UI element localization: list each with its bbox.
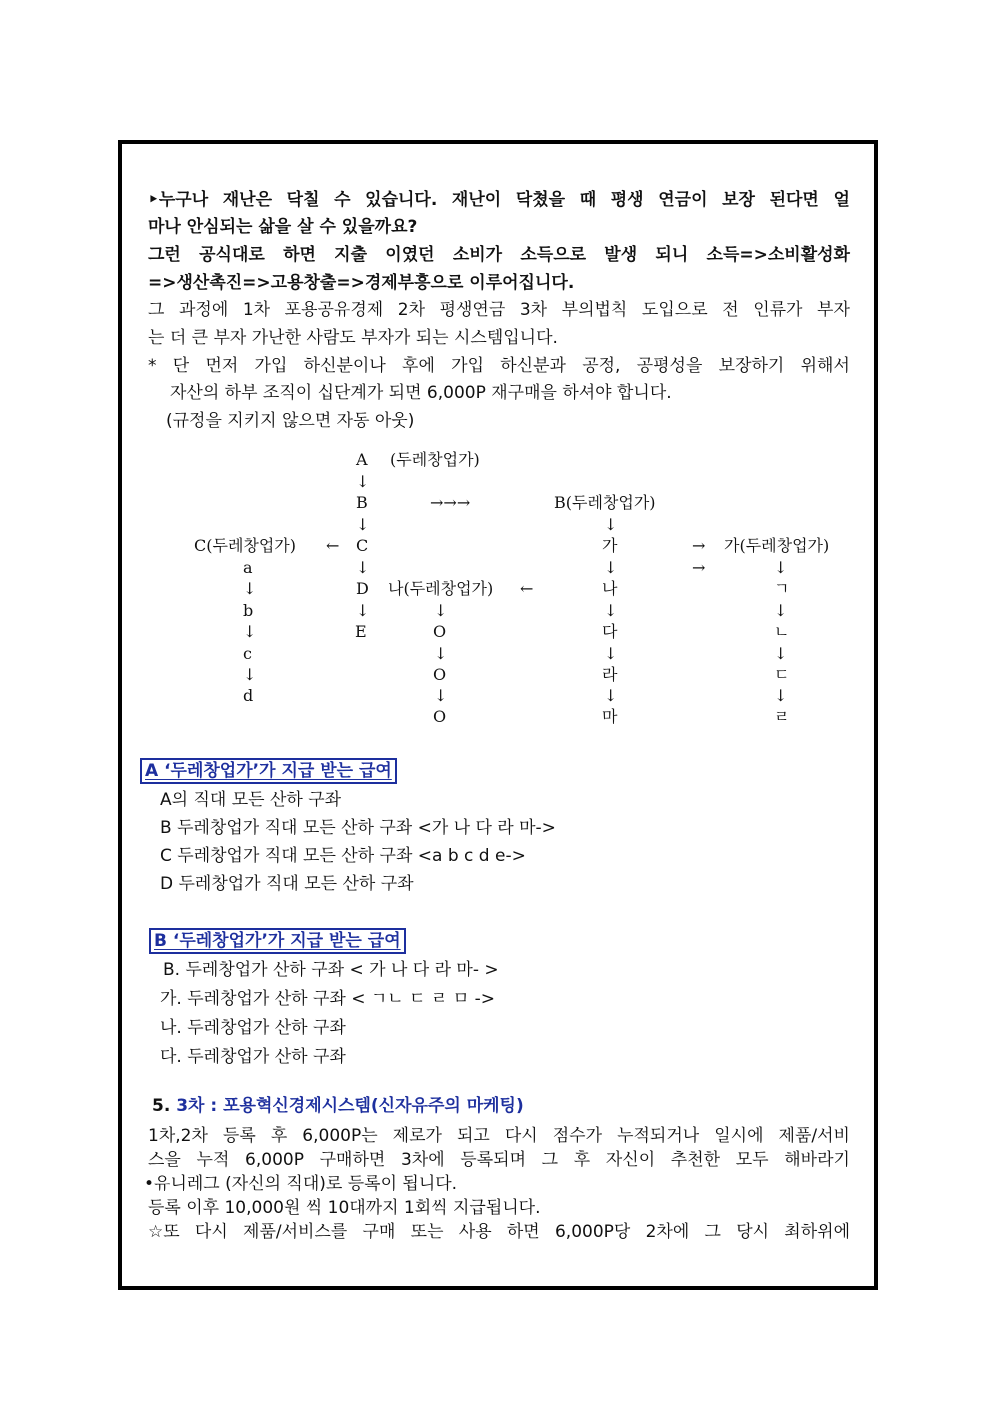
- word: 가입: [254, 356, 288, 376]
- node-lower-c: c: [243, 644, 252, 663]
- word: 하신분이나: [303, 356, 386, 376]
- word: 하신분과: [500, 356, 566, 376]
- word: 소비가: [452, 245, 503, 265]
- word: 제품/서비스를: [243, 1222, 348, 1242]
- word: 최하위에: [784, 1222, 850, 1242]
- para2-line2: 는 더 큰 부자 가난한 사람도 부자가 되는 시스템입니다.: [148, 328, 558, 348]
- down-arrow: ↓: [604, 644, 618, 663]
- word: 6,000P당: [554, 1222, 631, 1242]
- word: 평생연금: [439, 300, 506, 320]
- node-k3: ㄷ: [774, 665, 790, 684]
- word: 얼: [833, 190, 850, 210]
- word: 때: [579, 190, 597, 210]
- word: 제품/서비: [778, 1126, 850, 1146]
- section-b-item: B. 두레창업가 산하 구좌 < 가 나 다 라 마- >: [163, 960, 499, 980]
- down-arrow: ↓: [356, 472, 370, 491]
- node-c-title: C(두레창업가): [194, 536, 297, 555]
- para2-line1: [148, 298, 850, 322]
- word: 공정,: [582, 356, 621, 376]
- down-arrow: ↓: [434, 601, 448, 620]
- word: 그런: [148, 245, 181, 265]
- node-da: 다: [602, 622, 618, 641]
- node-a: A: [356, 450, 368, 469]
- node-b: B: [356, 493, 368, 512]
- section-b-header: B ‘두레창업가’가 지급 받는 급여: [149, 928, 406, 954]
- word: 위해서: [800, 356, 850, 376]
- word: 등록: [222, 1126, 256, 1146]
- section-a-header: A ‘두레창업가’가 지급 받는 급여: [140, 758, 397, 784]
- section-5-line2: [148, 1148, 850, 1172]
- word: 도입으로: [641, 300, 708, 320]
- word: 그: [148, 300, 165, 320]
- section-a-item: D 두레창업가 직대 모든 산하 구좌: [160, 874, 414, 894]
- node-circle: O: [433, 622, 447, 641]
- word: ☆또: [148, 1222, 180, 1242]
- word: 하면: [506, 1222, 540, 1242]
- section-5-heading: 3차 : 포용혁신경제시스템(신자유주의 마케팅): [176, 1096, 524, 1116]
- word: 추천한: [670, 1150, 721, 1170]
- para1-line3: [148, 243, 850, 267]
- note-line3: (규정을 지키지 않으면 자동 아웃): [166, 411, 415, 431]
- word: 재난이: [451, 190, 502, 210]
- section-5-number: 5.: [152, 1096, 171, 1116]
- word: 되니: [655, 245, 689, 265]
- node-circle: O: [433, 707, 447, 726]
- section-5-line5: [148, 1220, 850, 1244]
- word: 스을: [148, 1150, 181, 1170]
- word: 구매: [362, 1222, 396, 1242]
- down-arrow: ↓: [356, 601, 370, 620]
- word: 누적: [196, 1150, 230, 1170]
- word: 해바라기: [784, 1150, 850, 1170]
- word: 3차: [519, 300, 548, 320]
- word: 전: [722, 300, 739, 320]
- word: 보장: [722, 190, 755, 210]
- word: 먼저: [205, 356, 239, 376]
- word: 일시에: [714, 1126, 764, 1146]
- node-ga-title: 가(두레창업가): [724, 536, 830, 555]
- node-c: C: [356, 536, 369, 555]
- down-arrow: ↓: [243, 622, 257, 641]
- word: 재난은: [222, 190, 273, 210]
- node-ga: 가: [602, 536, 618, 555]
- word: 3차에: [400, 1150, 445, 1170]
- word: 등록되며: [460, 1150, 526, 1170]
- word: 당시: [736, 1222, 770, 1242]
- section-5-line1: [148, 1124, 850, 1148]
- word: 인류가: [753, 300, 803, 320]
- word: 1차,2차: [148, 1126, 208, 1146]
- word: 평생: [610, 190, 644, 210]
- section-a-item: A의 직대 모든 산하 구좌: [160, 790, 342, 810]
- down-arrow: ↓: [604, 515, 618, 534]
- arrow-left: ←: [520, 579, 534, 598]
- section-a-item: B 두레창업가 직대 모든 산하 구좌 <가 나 다 라 마->: [160, 818, 556, 838]
- down-arrow: ↓: [774, 644, 788, 663]
- word: 발생: [604, 245, 638, 265]
- word: 연금이: [658, 190, 708, 210]
- down-arrow: ↓: [774, 686, 788, 705]
- section-5-line3: •유니레그 (자신의 직대)로 등록이 됩니다.: [144, 1174, 458, 1194]
- para1-line2: 마나 안심되는 삶을 살 수 있을까요?: [148, 217, 418, 237]
- arrow-right: →: [692, 536, 706, 555]
- down-arrow: ↓: [774, 601, 788, 620]
- word: 2차: [397, 300, 426, 320]
- node-e: E: [355, 622, 367, 641]
- word: 소득으로: [520, 245, 587, 265]
- node-b-title: B(두레창업가): [554, 493, 656, 512]
- word: 가입: [451, 356, 484, 376]
- word: 수: [334, 190, 351, 210]
- word: 부의법칙: [561, 300, 628, 320]
- word: 지출: [334, 245, 368, 265]
- down-arrow: ↓: [774, 558, 788, 577]
- word: 또는: [410, 1222, 444, 1242]
- word: 보장하기: [718, 356, 785, 376]
- section-5-line4: 등록 이후 10,000원 씩 10대까지 1회씩 지급됩니다.: [148, 1198, 541, 1218]
- word: 부자: [817, 300, 850, 320]
- word: 있습니다.: [365, 190, 438, 210]
- word: 그: [541, 1150, 559, 1170]
- word: 닥칠: [286, 190, 320, 210]
- word: 닥쳤을: [515, 190, 566, 210]
- arrows-right: →→→: [430, 493, 471, 512]
- down-arrow: ↓: [604, 686, 618, 705]
- section-5-title: [152, 1094, 524, 1118]
- node-lower-d: d: [243, 686, 254, 705]
- word: 다시: [194, 1222, 228, 1242]
- word: 6,000P는: [302, 1126, 378, 1146]
- word: 자신이: [605, 1150, 656, 1170]
- word: 되고: [456, 1126, 490, 1146]
- down-arrow: ↓: [604, 558, 618, 577]
- down-arrow: ↓: [604, 601, 618, 620]
- arrow-left: ←: [326, 536, 340, 555]
- word: ‣누구나: [148, 190, 209, 210]
- word: 이였던: [385, 245, 435, 265]
- down-arrow: ↓: [356, 558, 370, 577]
- node-circle: O: [433, 665, 447, 684]
- node-k2: ㄴ: [774, 622, 790, 641]
- node-lower-b: b: [243, 601, 254, 620]
- node-k1: ㄱ: [774, 579, 790, 598]
- word: 공식대로: [199, 245, 265, 265]
- down-arrow: ↓: [243, 665, 257, 684]
- word: 점수가: [552, 1126, 603, 1146]
- node-a-title: (두레창업가): [390, 450, 480, 469]
- word: 제로가: [392, 1126, 442, 1146]
- word: 과정에: [179, 300, 229, 320]
- note-line1: [148, 354, 850, 378]
- para1-line4: =>생산촉진=>고용창출=>경제부흥으로 이루어집니다.: [148, 273, 575, 293]
- node-k4: ㄹ: [774, 707, 790, 726]
- word: 후에: [402, 356, 435, 376]
- section-a-item: C 두레창업가 직대 모든 산하 구좌 <a b c d e->: [160, 846, 526, 866]
- arrow-right: →: [692, 558, 706, 577]
- word: 모두: [735, 1150, 769, 1170]
- node-lower-a: a: [243, 558, 253, 577]
- word: 공평성을: [636, 356, 703, 376]
- down-arrow: ↓: [356, 515, 370, 534]
- section-b-item: 가. 두레창업가 산하 구좌 < ㄱㄴ ㄷ ㄹ ㅁ ->: [160, 989, 495, 1009]
- word: 후: [573, 1150, 591, 1170]
- word: 포용공유경제: [284, 300, 384, 320]
- word: 다시: [504, 1126, 538, 1146]
- word: 2차에: [645, 1222, 690, 1242]
- word: 사용: [458, 1222, 492, 1242]
- word: 누적되거나: [617, 1126, 700, 1146]
- word: 1차: [242, 300, 271, 320]
- down-arrow: ↓: [434, 644, 448, 663]
- word: 그: [704, 1222, 721, 1242]
- word: 된다면: [769, 190, 819, 210]
- word: 6,000P: [245, 1150, 304, 1170]
- word: 후: [270, 1126, 288, 1146]
- node-na: 나: [602, 579, 618, 598]
- down-arrow: ↓: [243, 579, 257, 598]
- node-ra: 라: [602, 665, 618, 684]
- word: *: [148, 356, 157, 376]
- section-b-item: 다. 두레창업가 산하 구좌: [160, 1047, 346, 1067]
- node-na-title: 나(두레창업가): [388, 579, 494, 598]
- para1-line1: [148, 188, 850, 212]
- node-d: D: [356, 579, 369, 598]
- word: 소득=>소비활성화: [706, 245, 850, 265]
- down-arrow: ↓: [434, 686, 448, 705]
- section-b-item: 나. 두레창업가 산하 구좌: [160, 1018, 346, 1038]
- note-line2: 자산의 하부 조직이 십단계가 되면 6,000P 재구매을 하셔야 합니다.: [170, 383, 672, 403]
- word: 구매하면: [319, 1150, 386, 1170]
- node-ma: 마: [602, 707, 618, 726]
- word: 단: [172, 356, 190, 376]
- word: 하면: [283, 245, 316, 265]
